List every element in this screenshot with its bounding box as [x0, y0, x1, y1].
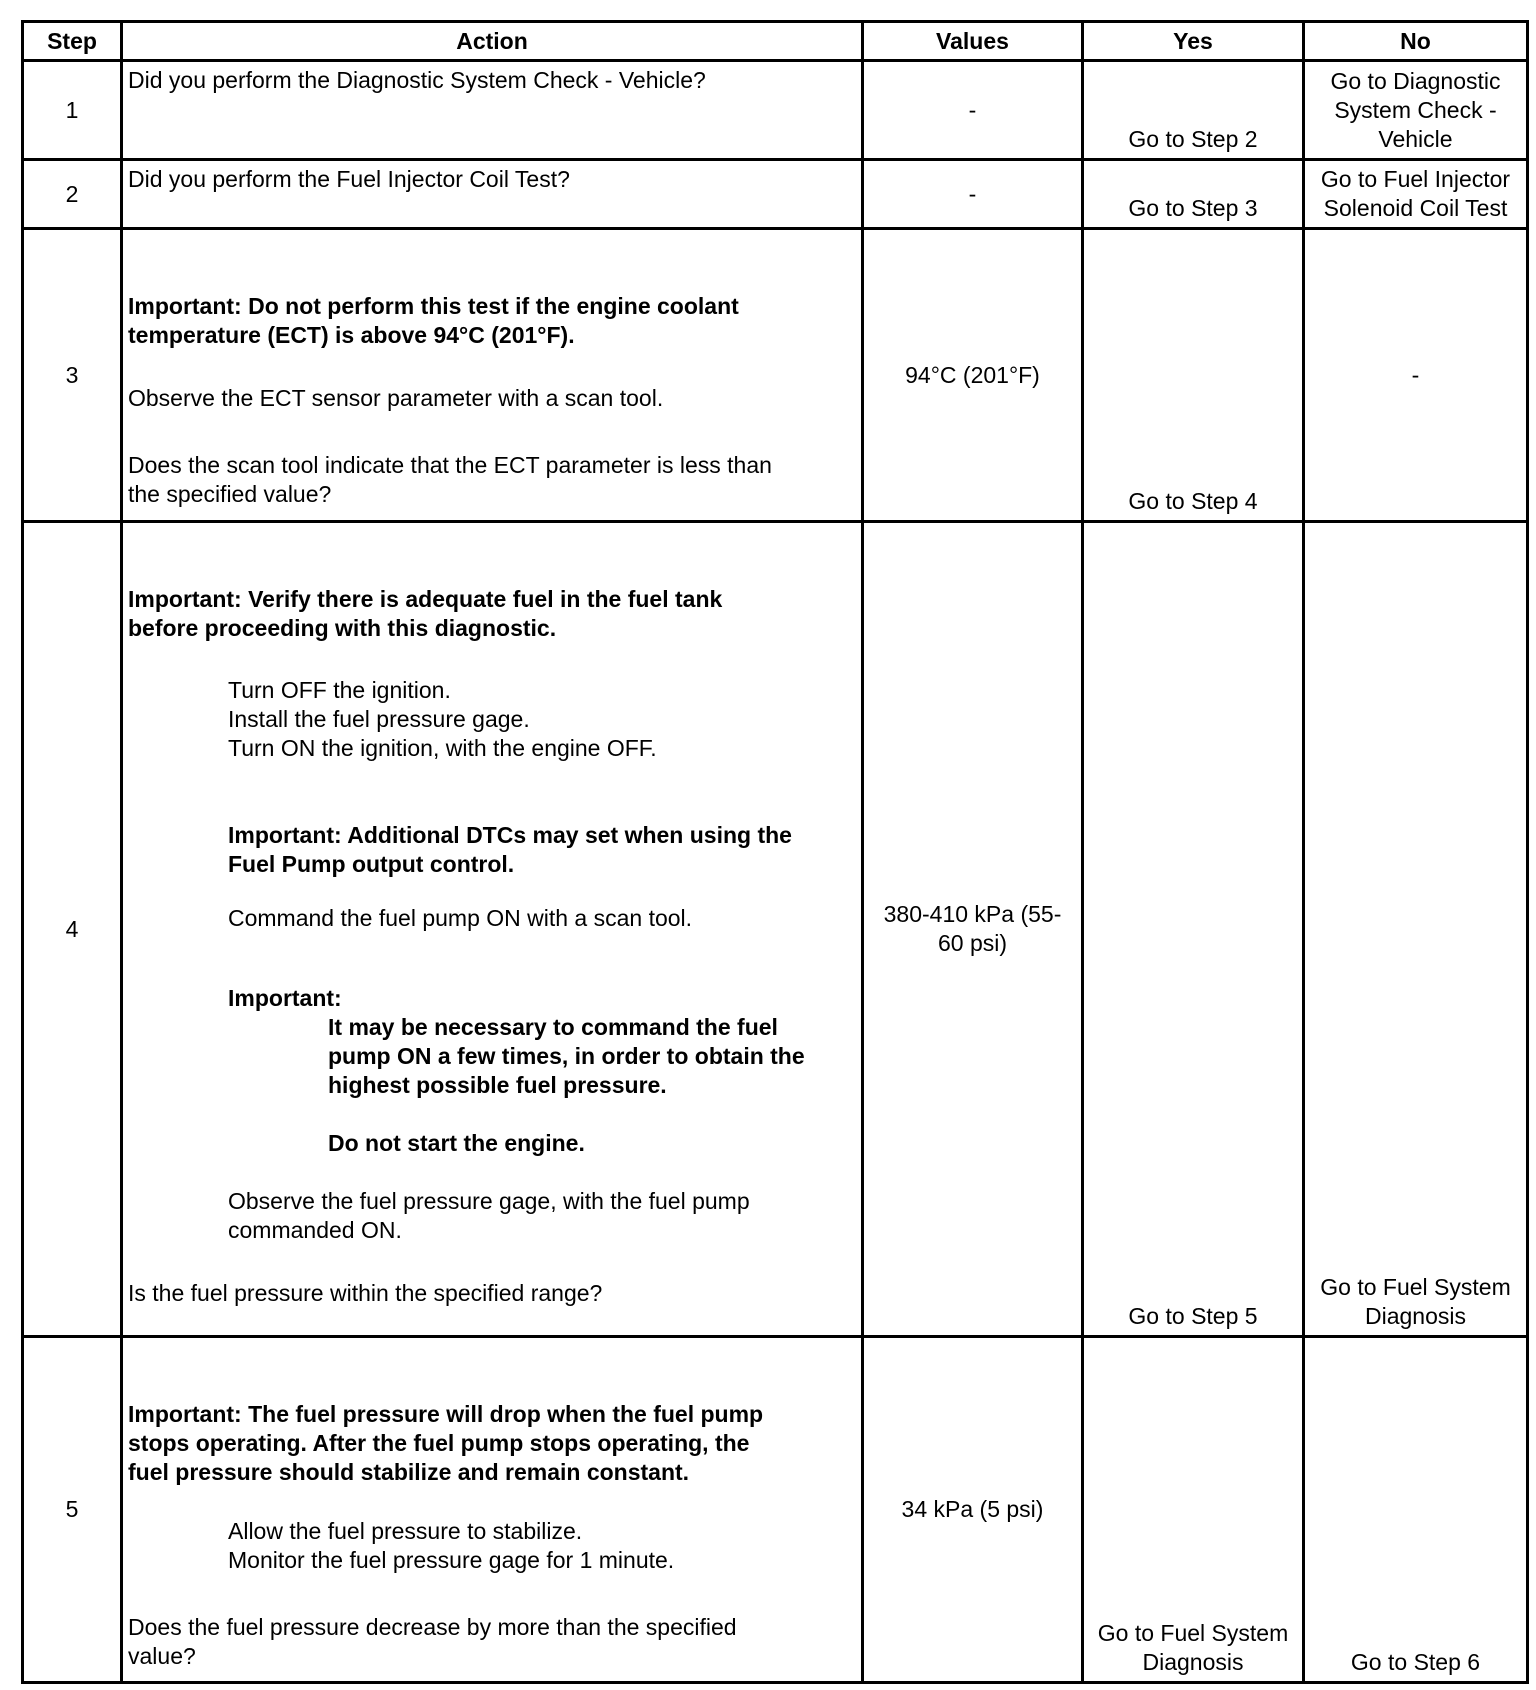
step-number: 2	[23, 160, 122, 229]
important-note	[128, 585, 855, 643]
procedure-step: Monitor the fuel pressure gage for 1 minute.	[228, 1547, 675, 1573]
question-line: Does the scan tool indicate that the ECT parameter is less than	[128, 452, 772, 478]
action-question: Is the fuel pressure within the specified range?	[128, 1280, 603, 1306]
values-cell: -	[863, 160, 1083, 229]
important-line: Important: The fuel pressure will drop when the fuel pump	[128, 1401, 764, 1427]
important-line: It may be necessary to command the fuel	[328, 1014, 778, 1040]
important-title: Important:	[228, 985, 342, 1011]
action-question	[128, 451, 855, 509]
diagnostic-table	[21, 20, 1529, 1684]
procedure-step: Turn ON the ignition, with the engine OFF.	[228, 735, 657, 761]
no-line: Solenoid Coil Test	[1323, 195, 1508, 221]
action-text	[122, 522, 863, 1337]
header-action: Action	[122, 22, 863, 61]
procedure-steps	[128, 1517, 855, 1575]
no-cell: Go to Step 6	[1304, 1337, 1528, 1683]
no-line: Go to Fuel System	[1320, 1274, 1511, 1300]
procedure-step: Allow the fuel pressure to stabilize.	[228, 1518, 583, 1544]
procedure-step: Turn OFF the ignition.	[228, 677, 451, 703]
observe-text	[128, 1187, 855, 1245]
values-cell: 34 kPa (5 psi)	[863, 1337, 1083, 1683]
values-cell	[863, 522, 1083, 1337]
important-line: highest possible fuel pressure.	[328, 1072, 667, 1098]
important-line: Do not start the engine.	[328, 1130, 585, 1156]
values-line: 60 psi)	[937, 930, 1008, 956]
step-number: 5	[23, 1337, 122, 1683]
observe-line: Observe the fuel pressure gage, with the fuel pump	[228, 1188, 750, 1214]
important-line: Important: Do not perform this test if the engine coolant	[128, 293, 739, 319]
yes-cell	[1083, 1337, 1304, 1683]
no-cell	[1304, 160, 1528, 229]
values-cell: 94°C (201°F)	[863, 229, 1083, 522]
table-row	[23, 229, 1528, 522]
step-number: 1	[23, 61, 122, 160]
yes-cell: Go to Step 4	[1083, 229, 1304, 522]
header-row	[23, 22, 1528, 61]
action-text	[122, 160, 863, 229]
table-row	[23, 1337, 1528, 1683]
important-line: Important: Additional DTCs may set when using the	[228, 822, 792, 848]
important-line: stops operating. After the fuel pump stops operating, the	[128, 1430, 750, 1456]
no-line: Go to Diagnostic	[1330, 67, 1501, 94]
observe-line: commanded ON.	[228, 1217, 402, 1243]
procedure-steps	[128, 676, 855, 763]
yes-line: Diagnosis	[1142, 1649, 1244, 1675]
no-line: Diagnosis	[1365, 1303, 1466, 1329]
header-step: Step	[23, 22, 122, 61]
important-line: before proceeding with this diagnostic.	[128, 615, 557, 641]
no-cell	[1304, 522, 1528, 1337]
important-note	[128, 1400, 855, 1487]
important-note	[128, 1013, 855, 1100]
question-line: the specified value?	[128, 481, 332, 507]
question-line: Does the fuel pressure decrease by more than the specified	[128, 1614, 737, 1640]
table-row	[23, 522, 1528, 1337]
table-row	[23, 160, 1528, 229]
no-line: System Check -	[1334, 96, 1497, 123]
action-text	[122, 1337, 863, 1683]
values-cell: -	[863, 61, 1083, 160]
command-text: Command the fuel pump ON with a scan tool.	[228, 905, 693, 931]
yes-cell: Go to Step 3	[1083, 160, 1304, 229]
important-note	[128, 292, 855, 350]
action-text	[122, 61, 863, 160]
important-line: pump ON a few times, in order to obtain the	[328, 1043, 805, 1069]
action-question: Did you perform the Diagnostic System Check - Vehicle?	[128, 67, 706, 93]
header-values: Values	[863, 22, 1083, 61]
important-note	[128, 821, 855, 879]
yes-cell: Go to Step 2	[1083, 61, 1304, 160]
yes-cell: Go to Step 5	[1083, 522, 1304, 1337]
step-number: 3	[23, 229, 122, 522]
important-line: Fuel Pump output control.	[228, 851, 515, 877]
important-line: fuel pressure should stabilize and remain constant.	[128, 1459, 690, 1485]
yes-line: Go to Fuel System	[1097, 1620, 1289, 1646]
action-question: Did you perform the Fuel Injector Coil Test?	[128, 166, 570, 192]
no-line: Vehicle	[1378, 125, 1453, 152]
action-text	[122, 229, 863, 522]
question-line: value?	[128, 1643, 196, 1669]
important-line: Important: Verify there is adequate fuel in the fuel tank	[128, 586, 723, 612]
action-question	[128, 1613, 855, 1671]
no-cell: -	[1304, 229, 1528, 522]
step-number: 4	[23, 522, 122, 1337]
table-row	[23, 61, 1528, 160]
no-line: Go to Fuel Injector	[1320, 166, 1511, 192]
important-line: temperature (ECT) is above 94°C (201°F).	[128, 322, 575, 348]
header-no: No	[1304, 22, 1528, 61]
values-line: 380-410 kPa (55-	[883, 901, 1062, 927]
header-yes: Yes	[1083, 22, 1304, 61]
no-cell	[1304, 61, 1528, 160]
procedure-step: Install the fuel pressure gage.	[228, 706, 530, 732]
observe-text: Observe the ECT sensor parameter with a scan tool.	[128, 385, 664, 411]
